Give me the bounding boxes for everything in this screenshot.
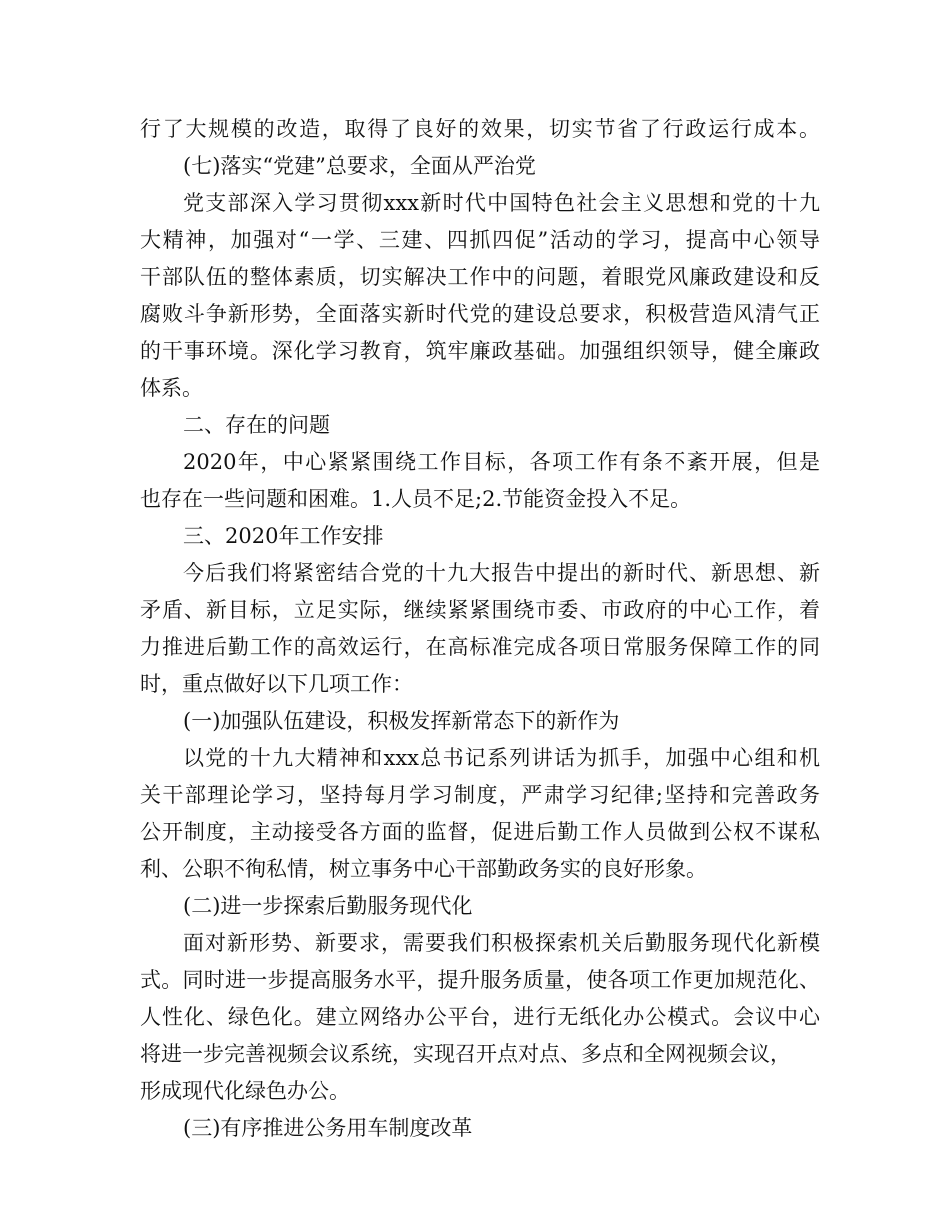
paragraph-line: 形成现代化绿色办公。 [140, 1079, 350, 1103]
paragraph-line: 2020年，中心紧紧围绕工作目标，各项工作有条不紊开展，但是 [183, 450, 820, 474]
paragraph-line: 今后我们将紧密结合党的十九大报告中提出的新时代、新思想、新 [183, 561, 820, 585]
paragraph-line: 也存在一些问题和困难。1.人员不足;2.节能资金投入不足。 [140, 487, 692, 511]
paragraph-line: 干部队伍的整体素质，切实解决工作中的问题，着眼党风廉政建设和反 [140, 265, 820, 289]
paragraph-line: 式。同时进一步提高服务水平，提升服务质量，使各项工作更加规范化、 [140, 968, 820, 992]
section-heading: (七)落实“党建”总要求，全面从严治党 [183, 154, 536, 178]
paragraph-line: 党支部深入学习贯彻xxx新时代中国特色社会主义思想和党的十九 [183, 191, 820, 215]
paragraph-line: 将进一步完善视频会议系统，实现召开点对点、多点和全网视频会议， [140, 1042, 791, 1066]
paragraph-line: 体系。 [140, 376, 203, 400]
section-heading: (二)进一步探索后勤服务现代化 [183, 894, 473, 918]
paragraph-line: 人性化、绿色化。建立网络办公平台，进行无纸化办公模式。会议中心 [140, 1005, 820, 1029]
section-heading: (一)加强队伍建设，积极发挥新常态下的新作为 [183, 709, 620, 733]
paragraph-line: 力推进后勤工作的高效运行，在高标准完成各项日常服务保障工作的同 [140, 635, 820, 659]
paragraph-line: 面对新形势、新要求，需要我们积极探索机关后勤服务现代化新模 [183, 931, 820, 955]
paragraph-line: 行了大规模的改造，取得了良好的效果，切实节省了行政运行成本。 [140, 117, 820, 141]
paragraph-line: 以党的十九大精神和xxx总书记系列讲话为抓手，加强中心组和机 [183, 746, 820, 770]
section-heading: (三)有序推进公务用车制度改革 [183, 1116, 473, 1140]
paragraph-line: 利、公职不徇私情，树立事务中心干部勤政务实的良好形象。 [140, 857, 707, 881]
paragraph-line: 矛盾、新目标，立足实际，继续紧紧围绕市委、市政府的中心工作，着 [140, 598, 820, 622]
section-heading: 二、存在的问题 [183, 413, 330, 437]
paragraph-line: 大精神，加强对“一学、三建、四抓四促”活动的学习，提高中心领导 [140, 228, 820, 252]
section-heading: 三、2020年工作安排 [183, 524, 384, 548]
paragraph-line: 时，重点做好以下几项工作： [140, 672, 413, 696]
paragraph-line: 关干部理论学习，坚持每月学习制度，严肃学习纪律;坚持和完善政务 [140, 783, 820, 807]
paragraph-line: 腐败斗争新形势，全面落实新时代党的建设总要求，积极营造风清气正 [140, 302, 820, 326]
paragraph-line: 的干事环境。深化学习教育，筑牢廉政基础。加强组织领导，健全廉政 [140, 339, 820, 363]
paragraph-line: 公开制度，主动接受各方面的监督，促进后勤工作人员做到公权不谋私 [140, 820, 820, 844]
